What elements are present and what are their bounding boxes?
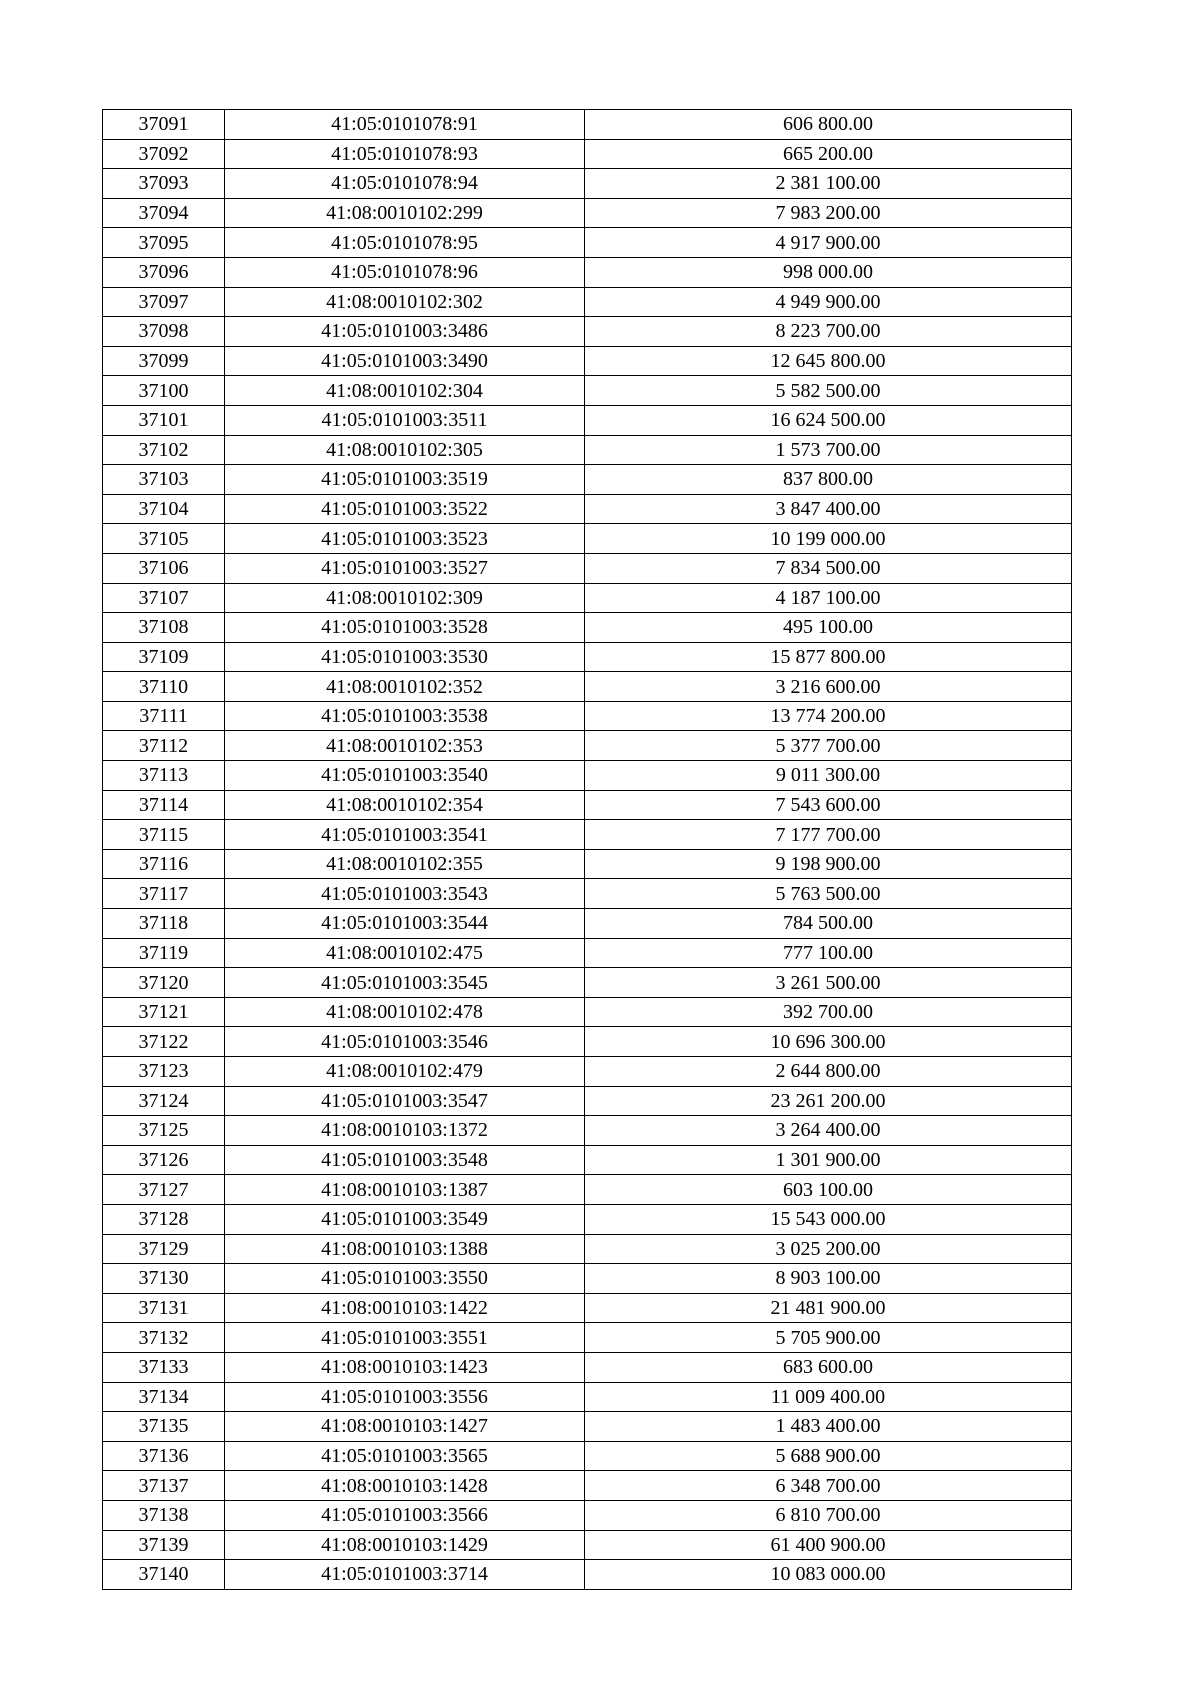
cadastral-value-cell: 6 348 700.00 [585,1471,1072,1501]
row-number-cell: 37117 [103,879,225,909]
cadastral-number-cell: 41:05:0101078:91 [225,110,585,140]
table-row [103,257,1072,287]
cadastral-value-cell: 3 264 400.00 [585,1116,1072,1146]
cadastral-number-cell: 41:05:0101003:3544 [225,909,585,939]
row-number-cell: 37133 [103,1352,225,1382]
cadastral-number-cell: 41:05:0101078:94 [225,169,585,199]
row-number-cell: 37138 [103,1500,225,1530]
row-number-cell: 37101 [103,405,225,435]
row-number-cell: 37107 [103,583,225,613]
cadastral-value-cell: 5 763 500.00 [585,879,1072,909]
row-number-cell: 37125 [103,1116,225,1146]
cadastral-number-cell: 41:05:0101003:3540 [225,761,585,791]
table-row [103,761,1072,791]
cadastral-number-cell: 41:08:0010103:1427 [225,1412,585,1442]
table-row [103,287,1072,317]
cadastral-value-cell: 1 483 400.00 [585,1412,1072,1442]
cadastral-value-cell: 4 187 100.00 [585,583,1072,613]
table-row [103,1234,1072,1264]
cadastral-value-cell: 5 377 700.00 [585,731,1072,761]
row-number-cell: 37131 [103,1293,225,1323]
cadastral-value-cell: 9 011 300.00 [585,761,1072,791]
cadastral-value-cell: 4 917 900.00 [585,228,1072,258]
cadastral-value-cell: 7 543 600.00 [585,790,1072,820]
table-row [103,879,1072,909]
cadastral-value-cell: 603 100.00 [585,1175,1072,1205]
cadastral-number-cell: 41:08:0010102:475 [225,938,585,968]
row-number-cell: 37096 [103,257,225,287]
table-row [103,820,1072,850]
table-row [103,524,1072,554]
cadastral-number-cell: 41:05:0101003:3519 [225,465,585,495]
row-number-cell: 37095 [103,228,225,258]
cadastral-value-cell: 9 198 900.00 [585,849,1072,879]
cadastral-number-cell: 41:05:0101078:95 [225,228,585,258]
cadastral-number-cell: 41:08:0010103:1428 [225,1471,585,1501]
cadastral-number-cell: 41:05:0101003:3523 [225,524,585,554]
cadastral-value-cell: 3 261 500.00 [585,968,1072,998]
table-row [103,1412,1072,1442]
cadastral-number-cell: 41:08:0010103:1429 [225,1530,585,1560]
table-row [103,583,1072,613]
cadastral-value-cell: 7 983 200.00 [585,198,1072,228]
table-row [103,228,1072,258]
cadastral-number-cell: 41:05:0101003:3486 [225,317,585,347]
row-number-cell: 37098 [103,317,225,347]
table-row [103,169,1072,199]
row-number-cell: 37136 [103,1441,225,1471]
table-row [103,997,1072,1027]
table-row [103,346,1072,376]
row-number-cell: 37104 [103,494,225,524]
table-row [103,1264,1072,1294]
table-row [103,465,1072,495]
cadastral-number-cell: 41:08:0010102:305 [225,435,585,465]
cadastral-value-cell: 10 083 000.00 [585,1560,1072,1590]
row-number-cell: 37128 [103,1204,225,1234]
cadastral-number-cell: 41:05:0101003:3550 [225,1264,585,1294]
table-row [103,968,1072,998]
table-row [103,1086,1072,1116]
cadastral-number-cell: 41:05:0101078:96 [225,257,585,287]
cadastral-number-cell: 41:05:0101003:3547 [225,1086,585,1116]
cadastral-number-cell: 41:05:0101003:3527 [225,553,585,583]
row-number-cell: 37100 [103,376,225,406]
cadastral-number-cell: 41:05:0101003:3528 [225,613,585,643]
table-row [103,642,1072,672]
cadastral-number-cell: 41:08:0010102:479 [225,1057,585,1087]
cadastral-number-cell: 41:05:0101003:3545 [225,968,585,998]
table-row [103,1204,1072,1234]
row-number-cell: 37102 [103,435,225,465]
table-row [103,139,1072,169]
table-row [103,553,1072,583]
cadastral-value-cell: 5 688 900.00 [585,1441,1072,1471]
cadastral-number-cell: 41:05:0101003:3511 [225,405,585,435]
cadastral-value-table [102,109,1072,1590]
table-body [103,110,1072,1590]
table-row [103,405,1072,435]
cadastral-number-cell: 41:05:0101003:3549 [225,1204,585,1234]
table-row [103,494,1072,524]
cadastral-value-cell: 12 645 800.00 [585,346,1072,376]
cadastral-value-cell: 392 700.00 [585,997,1072,1027]
cadastral-value-cell: 998 000.00 [585,257,1072,287]
cadastral-value-cell: 5 582 500.00 [585,376,1072,406]
table-row [103,1323,1072,1353]
row-number-cell: 37097 [103,287,225,317]
cadastral-value-cell: 8 903 100.00 [585,1264,1072,1294]
cadastral-value-cell: 7 177 700.00 [585,820,1072,850]
table-row [103,613,1072,643]
cadastral-value-cell: 21 481 900.00 [585,1293,1072,1323]
cadastral-number-cell: 41:08:0010103:1422 [225,1293,585,1323]
table-row [103,1175,1072,1205]
row-number-cell: 37091 [103,110,225,140]
row-number-cell: 37137 [103,1471,225,1501]
cadastral-number-cell: 41:08:0010103:1388 [225,1234,585,1264]
row-number-cell: 37121 [103,997,225,1027]
cadastral-number-cell: 41:05:0101003:3556 [225,1382,585,1412]
cadastral-value-cell: 3 025 200.00 [585,1234,1072,1264]
cadastral-number-cell: 41:08:0010103:1423 [225,1352,585,1382]
table-row [103,1560,1072,1590]
cadastral-number-cell: 41:08:0010102:302 [225,287,585,317]
row-number-cell: 37106 [103,553,225,583]
cadastral-number-cell: 41:08:0010102:304 [225,376,585,406]
row-number-cell: 37118 [103,909,225,939]
cadastral-value-cell: 2 644 800.00 [585,1057,1072,1087]
cadastral-number-cell: 41:08:0010102:354 [225,790,585,820]
cadastral-value-cell: 23 261 200.00 [585,1086,1072,1116]
cadastral-number-cell: 41:08:0010102:352 [225,672,585,702]
cadastral-value-cell: 3 847 400.00 [585,494,1072,524]
table-row [103,376,1072,406]
cadastral-value-cell: 3 216 600.00 [585,672,1072,702]
cadastral-number-cell: 41:08:0010102:299 [225,198,585,228]
cadastral-value-cell: 10 199 000.00 [585,524,1072,554]
cadastral-value-cell: 5 705 900.00 [585,1323,1072,1353]
cadastral-value-cell: 7 834 500.00 [585,553,1072,583]
cadastral-number-cell: 41:05:0101003:3543 [225,879,585,909]
cadastral-number-cell: 41:05:0101003:3548 [225,1145,585,1175]
cadastral-value-cell: 1 301 900.00 [585,1145,1072,1175]
cadastral-number-cell: 41:05:0101003:3551 [225,1323,585,1353]
table-row [103,1471,1072,1501]
cadastral-value-cell: 777 100.00 [585,938,1072,968]
table-row [103,110,1072,140]
table-row [103,435,1072,465]
row-number-cell: 37124 [103,1086,225,1116]
row-number-cell: 37123 [103,1057,225,1087]
table-row [103,317,1072,347]
cadastral-value-cell: 1 573 700.00 [585,435,1072,465]
row-number-cell: 37119 [103,938,225,968]
row-number-cell: 37099 [103,346,225,376]
row-number-cell: 37103 [103,465,225,495]
row-number-cell: 37127 [103,1175,225,1205]
cadastral-value-cell: 16 624 500.00 [585,405,1072,435]
cadastral-number-cell: 41:05:0101003:3566 [225,1500,585,1530]
cadastral-value-cell: 495 100.00 [585,613,1072,643]
cadastral-value-cell: 784 500.00 [585,909,1072,939]
row-number-cell: 37108 [103,613,225,643]
row-number-cell: 37126 [103,1145,225,1175]
cadastral-number-cell: 41:05:0101003:3541 [225,820,585,850]
table-row [103,1382,1072,1412]
cadastral-number-cell: 41:08:0010103:1387 [225,1175,585,1205]
row-number-cell: 37105 [103,524,225,554]
row-number-cell: 37115 [103,820,225,850]
cadastral-value-cell: 15 877 800.00 [585,642,1072,672]
row-number-cell: 37111 [103,701,225,731]
row-number-cell: 37094 [103,198,225,228]
cadastral-number-cell: 41:08:0010102:355 [225,849,585,879]
cadastral-value-cell: 10 696 300.00 [585,1027,1072,1057]
table-row [103,1352,1072,1382]
cadastral-number-cell: 41:08:0010102:309 [225,583,585,613]
cadastral-value-cell: 8 223 700.00 [585,317,1072,347]
cadastral-number-cell: 41:08:0010102:478 [225,997,585,1027]
table-row [103,672,1072,702]
table-row [103,1530,1072,1560]
cadastral-value-cell: 11 009 400.00 [585,1382,1072,1412]
row-number-cell: 37122 [103,1027,225,1057]
row-number-cell: 37113 [103,761,225,791]
table-row [103,909,1072,939]
row-number-cell: 37134 [103,1382,225,1412]
table-row [103,198,1072,228]
row-number-cell: 37092 [103,139,225,169]
row-number-cell: 37109 [103,642,225,672]
row-number-cell: 37129 [103,1234,225,1264]
cadastral-number-cell: 41:05:0101078:93 [225,139,585,169]
cadastral-value-cell: 13 774 200.00 [585,701,1072,731]
cadastral-number-cell: 41:08:0010102:353 [225,731,585,761]
cadastral-number-cell: 41:08:0010103:1372 [225,1116,585,1146]
cadastral-number-cell: 41:05:0101003:3530 [225,642,585,672]
table-row [103,1500,1072,1530]
cadastral-number-cell: 41:05:0101003:3565 [225,1441,585,1471]
row-number-cell: 37114 [103,790,225,820]
cadastral-value-cell: 15 543 000.00 [585,1204,1072,1234]
cadastral-value-cell: 683 600.00 [585,1352,1072,1382]
row-number-cell: 37130 [103,1264,225,1294]
cadastral-number-cell: 41:05:0101003:3546 [225,1027,585,1057]
table-row [103,790,1072,820]
table-row [103,1441,1072,1471]
table-row [103,1293,1072,1323]
cadastral-value-cell: 61 400 900.00 [585,1530,1072,1560]
cadastral-value-cell: 4 949 900.00 [585,287,1072,317]
cadastral-number-cell: 41:05:0101003:3538 [225,701,585,731]
cadastral-value-cell: 2 381 100.00 [585,169,1072,199]
table-row [103,1145,1072,1175]
cadastral-value-cell: 665 200.00 [585,139,1072,169]
table-row [103,1116,1072,1146]
row-number-cell: 37112 [103,731,225,761]
cadastral-number-cell: 41:05:0101003:3490 [225,346,585,376]
row-number-cell: 37093 [103,169,225,199]
table-row [103,1027,1072,1057]
row-number-cell: 37135 [103,1412,225,1442]
row-number-cell: 37139 [103,1530,225,1560]
table-row [103,731,1072,761]
table-row [103,1057,1072,1087]
row-number-cell: 37120 [103,968,225,998]
cadastral-number-cell: 41:05:0101003:3714 [225,1560,585,1590]
cadastral-value-cell: 606 800.00 [585,110,1072,140]
cadastral-value-cell: 6 810 700.00 [585,1500,1072,1530]
table-row [103,938,1072,968]
row-number-cell: 37110 [103,672,225,702]
row-number-cell: 37140 [103,1560,225,1590]
table-row [103,701,1072,731]
row-number-cell: 37116 [103,849,225,879]
cadastral-number-cell: 41:05:0101003:3522 [225,494,585,524]
cadastral-value-cell: 837 800.00 [585,465,1072,495]
table-row [103,849,1072,879]
row-number-cell: 37132 [103,1323,225,1353]
